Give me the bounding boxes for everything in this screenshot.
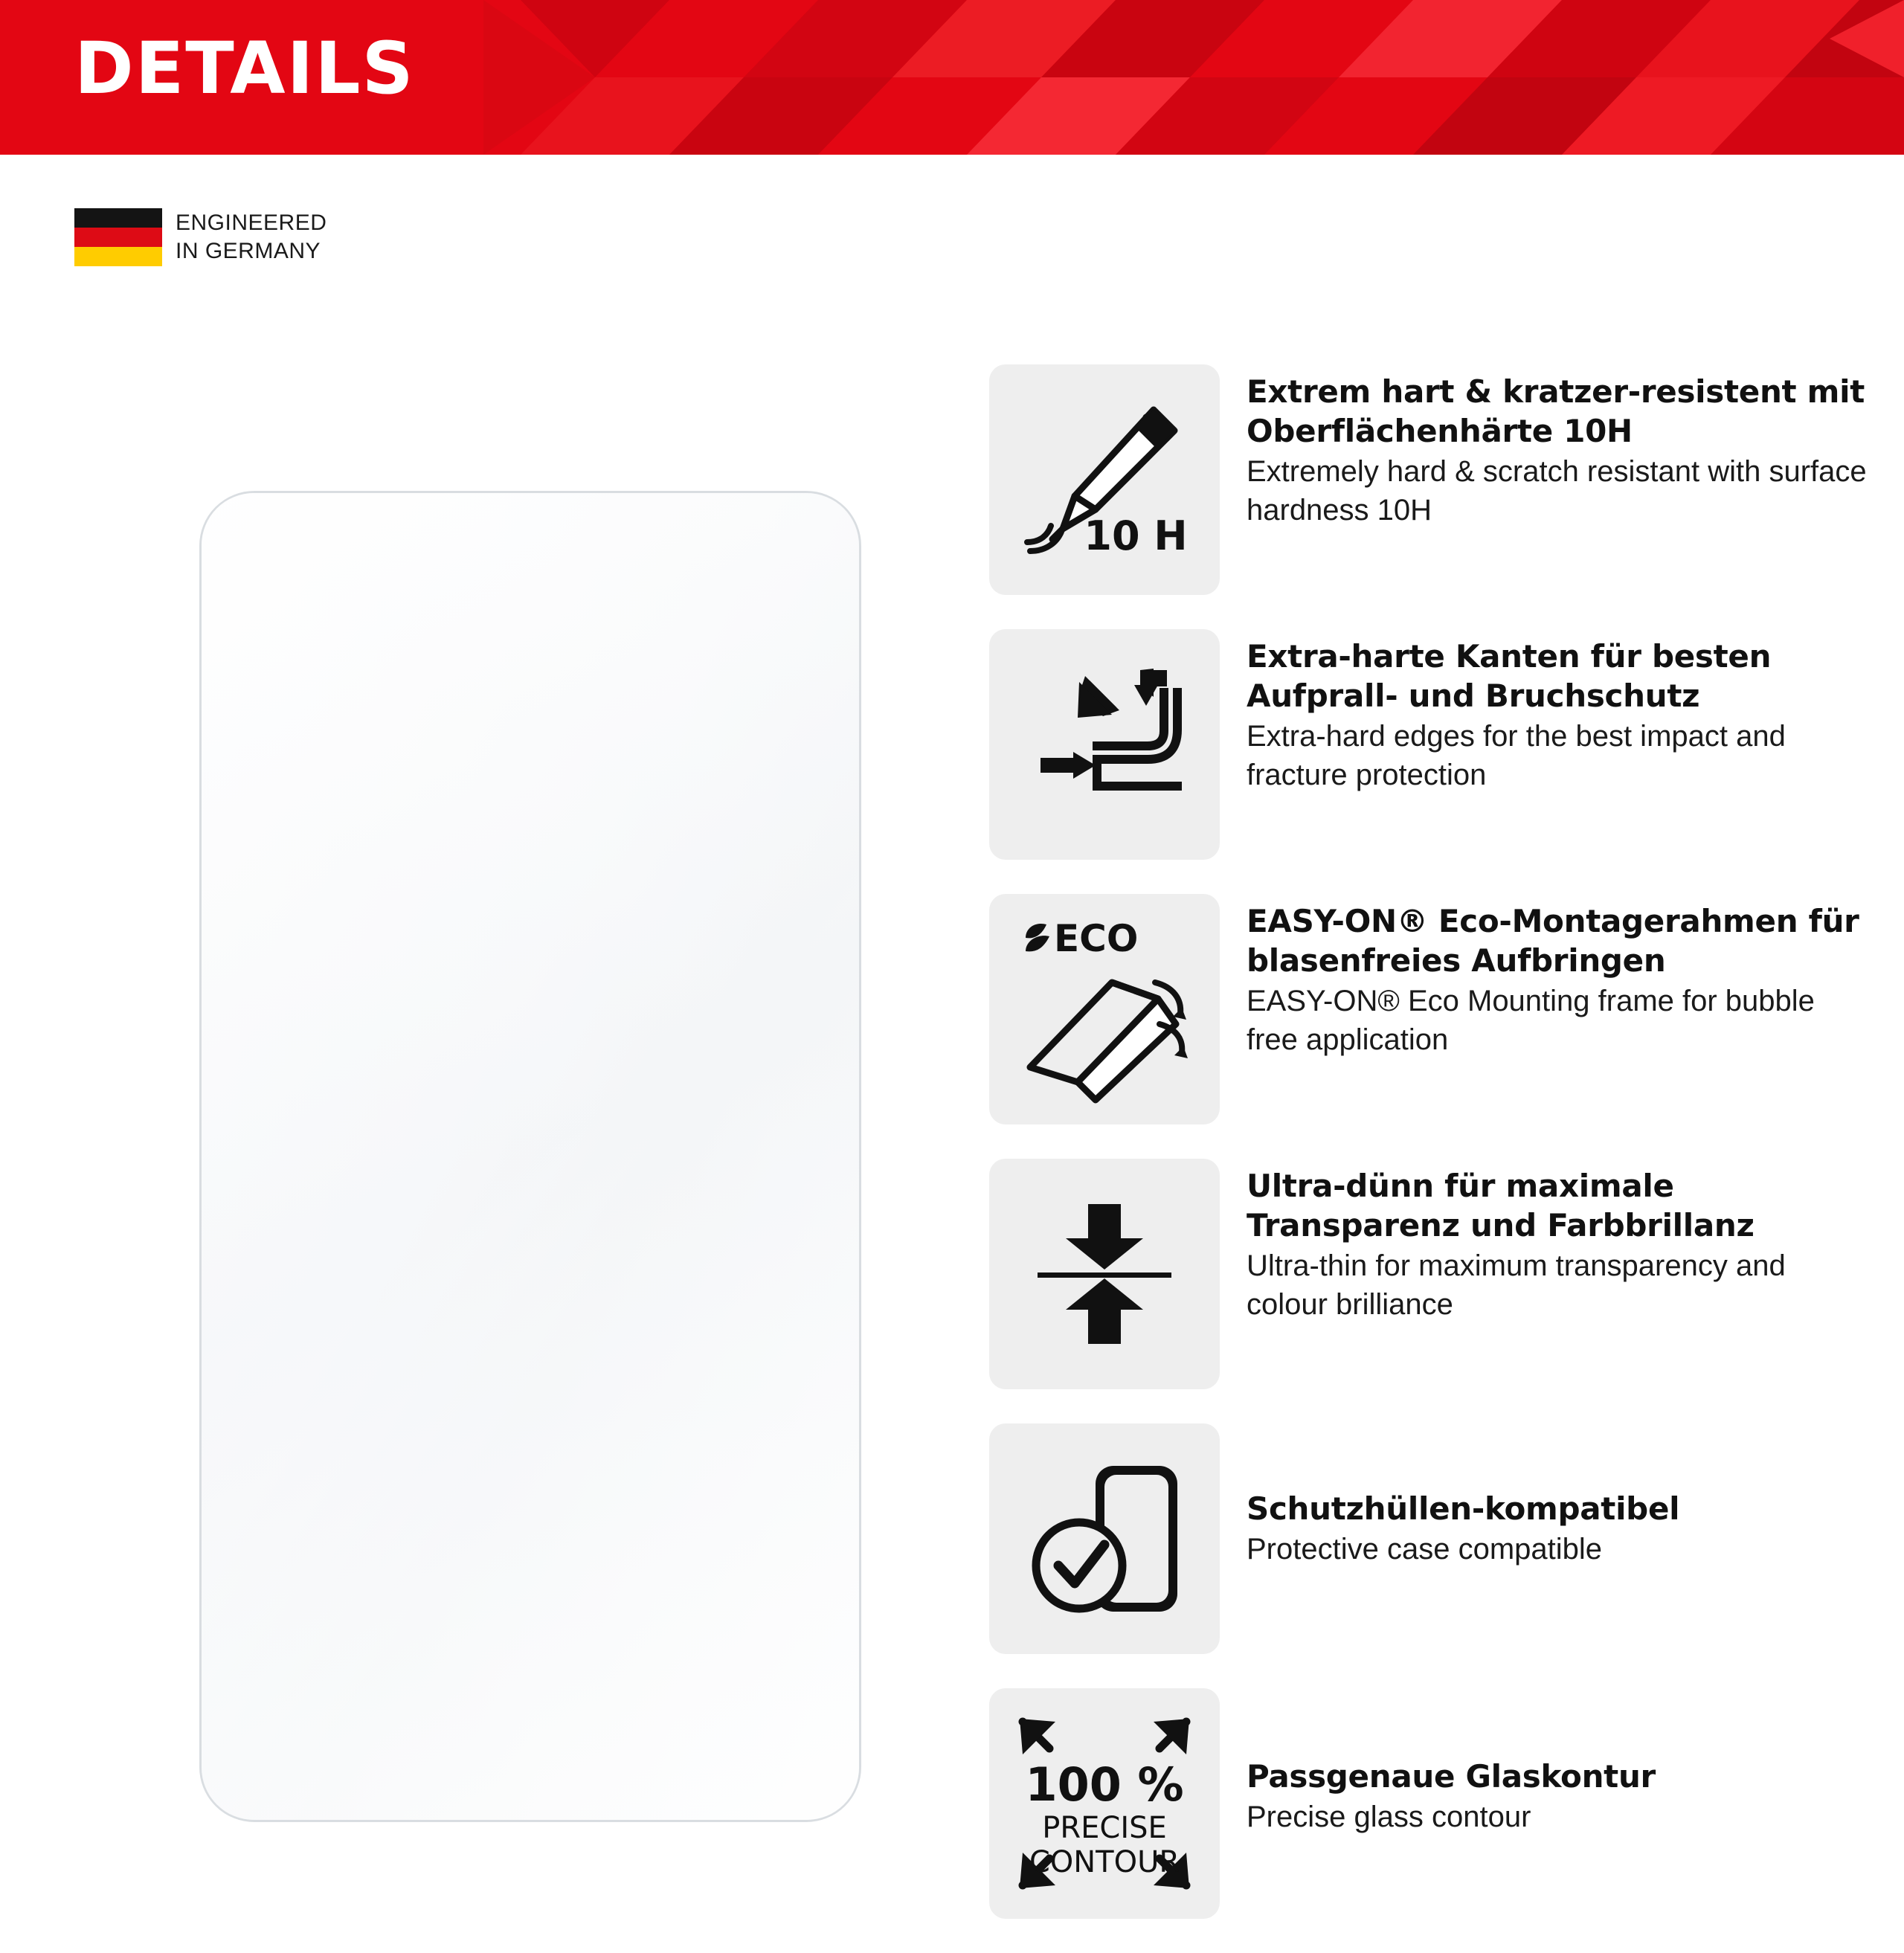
feature-item-ecoframe xyxy=(989,894,1867,1124)
svg-text:100 %: 100 % xyxy=(1025,1757,1184,1812)
feature-item-contour xyxy=(989,1688,1867,1919)
feature-text-edges xyxy=(1220,629,1867,794)
page-header xyxy=(0,0,1904,155)
page-title: DETAILS xyxy=(74,27,415,110)
eco-mounting-frame-glyph xyxy=(1000,905,1209,1113)
feature-list xyxy=(989,364,1867,1953)
feature-de-ecoframe: EASY-ON® Eco-Montagerahmen für blasenfreies Aufbringen xyxy=(1247,903,1859,979)
ultra-thin-arrows-glyph xyxy=(1008,1177,1201,1371)
german-flag-icon xyxy=(74,208,162,266)
case-compatible-glyph xyxy=(1008,1442,1201,1635)
engineered-line2: IN GERMANY xyxy=(176,239,321,263)
feature-item-case xyxy=(989,1423,1867,1654)
engineered-in-germany-badge xyxy=(74,208,327,266)
feature-en-case: Protective case compatible xyxy=(1247,1533,1603,1566)
feature-en-ultrathin: Ultra-thin for maximum transparency and colour brilliance xyxy=(1247,1249,1786,1321)
svg-text:10 H: 10 H xyxy=(1084,512,1188,559)
engineered-text xyxy=(176,209,327,266)
feature-text-ecoframe xyxy=(1220,894,1867,1059)
feature-text-ultrathin xyxy=(1220,1159,1867,1324)
precise-contour-glyph xyxy=(1000,1699,1209,1908)
product-column xyxy=(0,155,952,1904)
svg-text:ECO: ECO xyxy=(1054,917,1139,960)
feature-text-contour xyxy=(1220,1688,1656,1836)
knife-hardness-icon xyxy=(989,364,1220,595)
feature-de-ultrathin: Ultra-dünn für maximale Transparenz und Farbbrillanz xyxy=(1247,1168,1755,1243)
page-body xyxy=(0,155,1904,1904)
screen-protector-glass-image xyxy=(199,491,861,1822)
impact-edge-glyph xyxy=(1008,648,1201,841)
feature-text-hardness xyxy=(1220,364,1867,530)
feature-item-hardness xyxy=(989,364,1867,595)
feature-en-edges: Extra-hard edges for the best impact and fracture protection xyxy=(1247,720,1786,791)
feature-de-contour: Passgenaue Glaskontur xyxy=(1247,1758,1656,1795)
feature-en-contour: Precise glass contour xyxy=(1247,1801,1531,1833)
feature-de-hardness: Extrem hart & kratzer-resistent mit Oberflächenhärte 10H xyxy=(1247,373,1865,449)
feature-de-edges: Extra-harte Kanten für besten Aufprall- und Bruchschutz xyxy=(1247,638,1772,714)
case-compatible-icon xyxy=(989,1423,1220,1654)
feature-text-case xyxy=(1220,1423,1679,1568)
feature-en-ecoframe: EASY-ON® Eco Mounting frame for bubble free application xyxy=(1247,985,1815,1056)
impact-edge-icon xyxy=(989,629,1220,860)
ultra-thin-arrows-icon xyxy=(989,1159,1220,1389)
feature-de-case: Schutzhüllen-kompatibel xyxy=(1247,1490,1680,1527)
svg-text:PRECISE: PRECISE xyxy=(1042,1811,1167,1845)
svg-text:CONTOUR: CONTOUR xyxy=(1029,1845,1180,1879)
feature-item-edges xyxy=(989,629,1867,860)
engineered-line1: ENGINEERED xyxy=(176,210,327,235)
precise-contour-icon xyxy=(989,1688,1220,1919)
feature-en-hardness: Extremely hard & scratch resistant with surface hardness 10H xyxy=(1247,455,1867,527)
knife-hardness-glyph xyxy=(1008,383,1201,576)
feature-item-ultrathin xyxy=(989,1159,1867,1389)
eco-mounting-frame-icon xyxy=(989,894,1220,1124)
